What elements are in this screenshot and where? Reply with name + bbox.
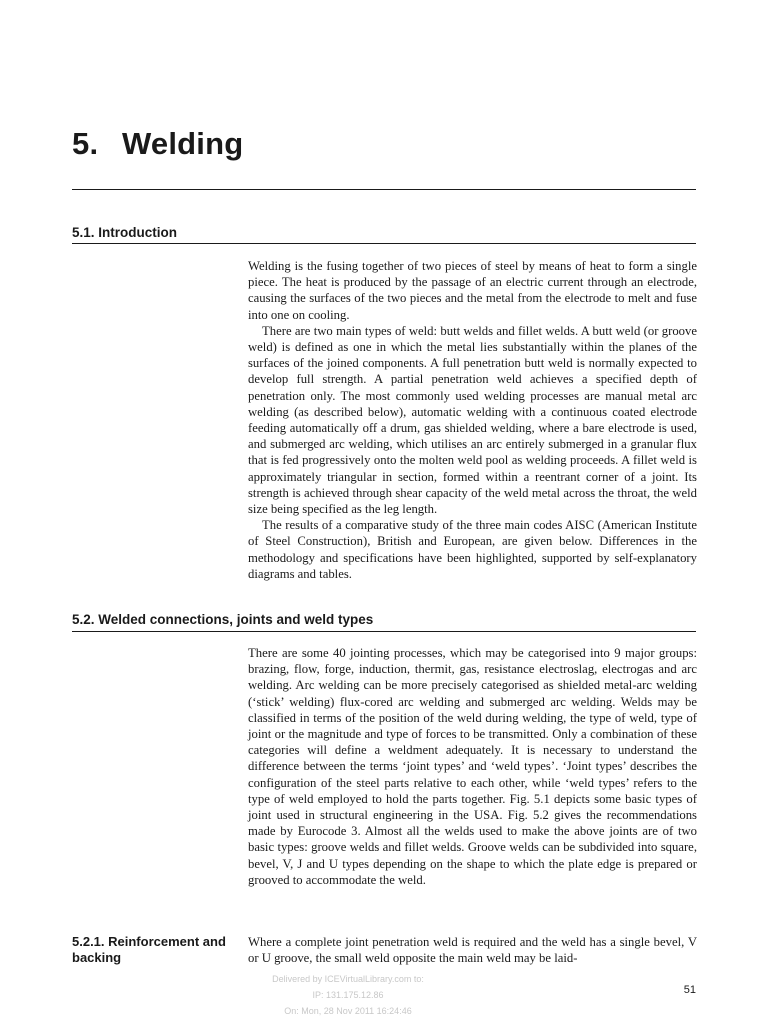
paragraph: Welding is the fusing together of two pieces of steel by means of heat to form a single piece. The heat is produced by the passage of an electric current through an electrode, causing the surfaces of the two pieces and the metal from the electrode to melt and fuse into one on cooling. bbox=[248, 259, 697, 322]
watermark-line: On: Mon, 28 Nov 2011 16:24:46 bbox=[284, 1006, 412, 1016]
paragraph: There are two main types of weld: butt welds and fillet welds. A butt weld (or groove weld) is defined as one in which the metal lies substantially within the planes of the surfaces of the joined components. A full penetration butt weld is normally expected to develop full strength. A partial penetration weld achieves a specified depth of penetration only. The most commonly used welding processes are manual metal arc welding (as described below), automatic welding with a continuous coated electrode feeding automatically off a drum, gas shielded welding, where a bare electrode is used, and submerged arc welding, which utilises an arc entirely submerged in a granular flux that is fed progressively onto the molten weld pool as welding proceeds. A fillet weld is approximately triangular in section, formed within a reentrant corner of a joint. Its strength is achieved through shear capacity of the weld metal across the throat, the weld size being specified as the leg length. bbox=[248, 323, 697, 517]
paragraph: The results of a comparative study of the three main codes AISC (American Institute of Steel Construction), British and European, are given below. Differences in the methodology and specifications have been highlighted, supported by self-explanatory diagrams and tables. bbox=[248, 518, 697, 581]
section-heading-welded-connections: 5.2. Welded connections, joints and weld types bbox=[72, 612, 374, 627]
section-rule-introduction bbox=[72, 243, 696, 244]
watermark-line: IP: 131.175.12.86 bbox=[312, 990, 384, 1000]
subsection-body-reinforcement bbox=[248, 934, 697, 966]
chapter-number: 5. bbox=[72, 126, 99, 161]
library-watermark bbox=[248, 971, 448, 1019]
watermark-line: Delivered by ICEVirtualLibrary.com to: bbox=[272, 974, 424, 984]
chapter-title-text: Welding bbox=[122, 126, 244, 161]
chapter-title bbox=[72, 124, 243, 164]
subsection-heading-reinforcement: 5.2.1. Reinforcement and backing bbox=[72, 934, 226, 965]
page-number: 51 bbox=[683, 984, 696, 996]
section-body-introduction bbox=[248, 258, 697, 582]
section-body-welded-connections bbox=[248, 645, 697, 888]
paragraph: Where a complete joint penetration weld is required and the weld has a single bevel, V or U groove, the small weld opposite the main weld may be laid- bbox=[248, 935, 697, 966]
section-heading-introduction: 5.1. Introduction bbox=[72, 225, 178, 240]
chapter-rule bbox=[72, 189, 696, 190]
paragraph: There are some 40 jointing processes, which may be categorised into 9 major groups: brazing, flow, forge, induction, thermit, gas, resistance electroslag, electrogas and arc welding. Arc welding can be more precisely categorised as shielded metal-arc welding (‘stick’ welding) flux-cored arc welding and submerged arc welding. Welds may be classified in terms of the position of the weld during welding, the type of weld, type of joint or the magnitude and type of forces to be transmitted. Only a combination of these categories will define a weldment adequately. It is necessary to understand the difference between the terms ‘joint types’ and ‘weld types’. ‘Joint types’ describes the configuration of the steel parts relative to each other, while ‘weld types’ refers to the type of weld employed to hold the parts together. Fig. 5.1 depicts some basic types of joint used in structural engineering in the USA. Fig. 5.2 gives the recommendations made by Eurocode 3. Almost all the welds used to make the above joints are of two basic types: groove welds and fillet welds. Groove welds can be subdivided into square, bevel, V, J and U types depending on the shape to which the plate edge is prepared or grooved to accommodate the weld. bbox=[248, 646, 697, 887]
section-rule-welded-connections bbox=[72, 631, 696, 632]
